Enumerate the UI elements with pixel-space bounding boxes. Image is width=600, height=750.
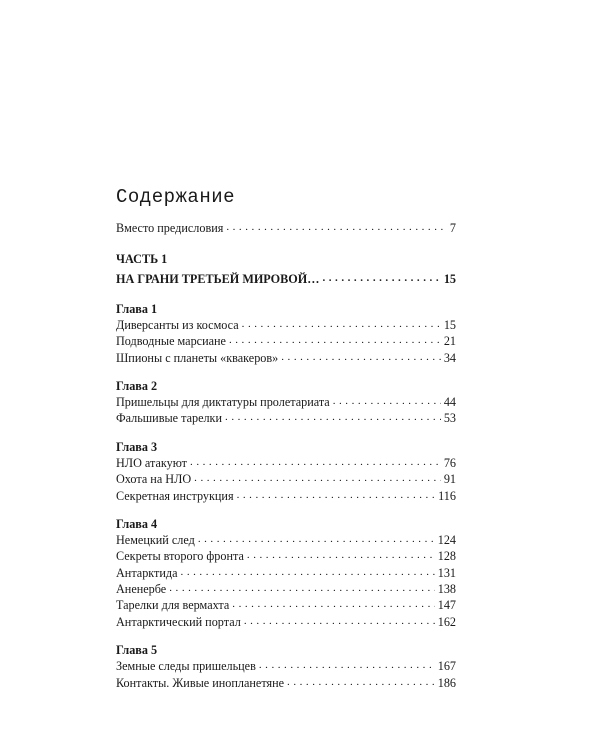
part-page: 15: [443, 272, 456, 287]
dot-leader: [287, 673, 435, 685]
entry-title: Пришельцы для диктатуры пролетариата: [116, 394, 330, 409]
toc-entry-foreword: [116, 220, 456, 236]
dot-leader: [198, 530, 435, 542]
entry-page: 167: [437, 659, 456, 674]
table-of-contents: [116, 186, 456, 691]
entry-title: Вместо предисловия: [116, 221, 224, 235]
entry-title: Секреты второго фронта: [116, 549, 244, 564]
entry-title: Аненербе: [116, 582, 167, 597]
chapter-label: Глава 5: [116, 643, 158, 658]
entry-title: Диверсанты из космоса: [116, 317, 239, 332]
entry-page: 44: [443, 394, 456, 409]
dot-leader: [181, 563, 435, 575]
dot-leader: [244, 612, 435, 624]
dot-leader: [259, 656, 435, 668]
chapter-label: Глава 4: [116, 516, 158, 531]
entry-page: 147: [437, 598, 456, 613]
entry-title: НЛО атакуют: [116, 455, 188, 470]
entry-page: 186: [437, 675, 456, 690]
entry-title: Охота на НЛО: [116, 472, 192, 487]
entry-title: Антарктический портал: [116, 614, 241, 629]
entry-page: 15: [443, 317, 456, 332]
entry-title: Секретная инструкция: [116, 488, 234, 503]
part-label: ЧАСТЬ 1: [116, 252, 168, 267]
entry-title: Контакты. Живые инопланетяне: [116, 675, 285, 690]
dot-leader: [190, 453, 441, 465]
dot-leader: [322, 269, 440, 281]
entry-page: 124: [437, 532, 456, 547]
chapters-list: [116, 301, 456, 691]
dot-leader: [247, 546, 435, 558]
chapter-label: Глава 3: [116, 439, 158, 454]
dot-leader: [226, 218, 447, 230]
entry-page: 53: [443, 411, 456, 426]
entry-page: 162: [437, 614, 456, 629]
dot-leader: [237, 486, 436, 498]
chapter-label: Глава 1: [116, 301, 158, 316]
entry-title: Фальшивые тарелки: [116, 411, 223, 426]
toc-entry: [116, 614, 456, 630]
toc-entry: [116, 675, 456, 691]
entry-page: 76: [443, 455, 456, 470]
entry-page: 91: [443, 472, 456, 487]
entry-page: 138: [437, 582, 456, 597]
entry-page: 116: [438, 488, 456, 503]
entry-title: Немецкий след: [116, 532, 195, 547]
toc-entry-part: [116, 271, 456, 287]
dot-leader: [232, 595, 434, 607]
dot-leader: [194, 469, 441, 481]
dot-leader: [333, 392, 441, 404]
toc-entry: [116, 488, 456, 504]
entry-title: Земные следы пришельцев: [116, 659, 256, 674]
part-title: НА ГРАНИ ТРЕТЬЕЙ МИРОВОЙ…: [116, 272, 320, 287]
entry-page: 21: [443, 334, 456, 349]
dot-leader: [225, 408, 441, 420]
dot-leader: [229, 331, 441, 343]
dot-leader: [169, 579, 435, 591]
entry-page: 128: [437, 549, 456, 564]
chapter-label: Глава 2: [116, 378, 158, 393]
toc-entry: [116, 350, 456, 366]
entry-title: Шпионы с планеты «квакеров»: [116, 350, 279, 365]
entry-page: 34: [443, 350, 456, 365]
entry-title: Тарелки для вермахта: [116, 598, 230, 613]
dot-leader: [242, 315, 441, 327]
entry-page: 131: [437, 565, 456, 580]
toc-entry: [116, 410, 456, 426]
entry-title: Подводные марсиане: [116, 334, 226, 349]
entry-title: Антарктида: [116, 565, 178, 580]
entry-page: 7: [449, 221, 456, 235]
toc-title: Содержание: [116, 186, 236, 208]
dot-leader: [281, 348, 441, 360]
